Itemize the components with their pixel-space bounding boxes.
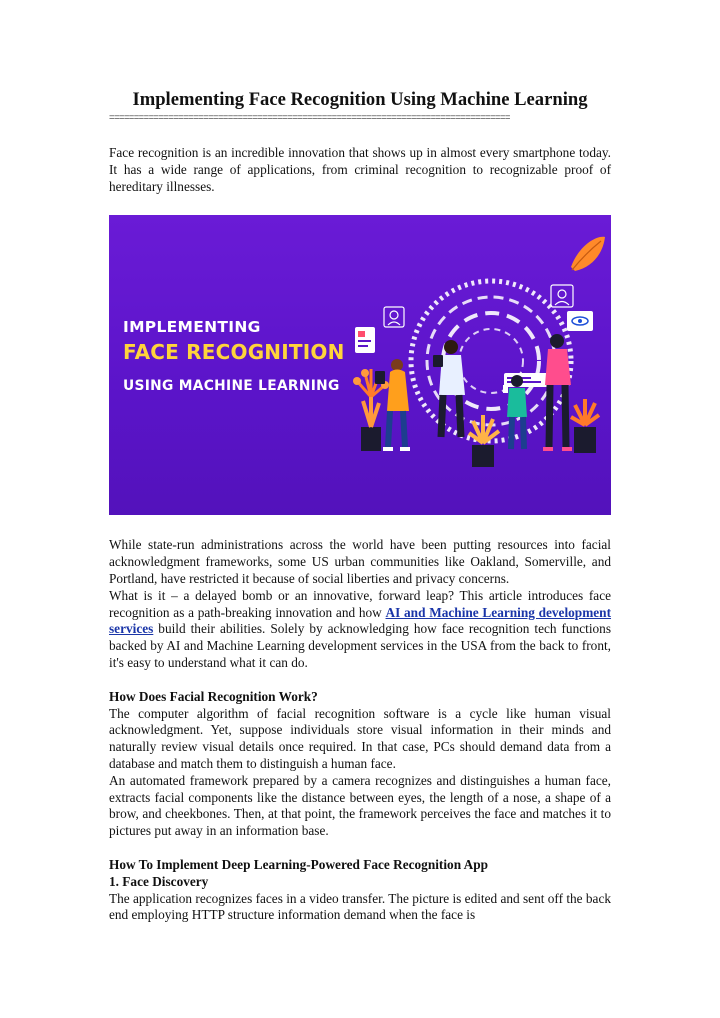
plant-pot-right — [571, 399, 599, 453]
paragraph-text-before-link: What is it – a delayed bomb or an innovative, forward leap? This article introduces face recognition as a path-breaking innovation and how — [109, 587, 611, 620]
face-scan-icon-right — [551, 285, 573, 307]
subheading-face-discovery: 1. Face Discovery — [109, 873, 209, 889]
paragraph-delayed-bomb — [109, 588, 611, 672]
banner-illustration — [109, 215, 611, 515]
person-standing-right — [543, 334, 572, 451]
id-card-icon-left — [355, 327, 375, 353]
title-underline: ================================================================================= — [109, 113, 510, 123]
paragraph-application-recognizes: The application recognizes faces in a video transfer. The picture is edited and sent off the back end employing HTTP structure information demand when the face is — [109, 890, 612, 923]
paragraph-state-administrations: While state-run administrations across the world have been putting resources into facial acknowledgment frameworks, some US urban communities like Oakland, Somerville, and Portland, have restricted it because of social liberties and privacy concerns. — [109, 537, 611, 586]
banner-line-using-ml: USING MACHINE LEARNING — [123, 378, 340, 395]
intro-paragraph: Face recognition is an incredible innovation that shows up in almost every smartphone today. It has a wide range of applications, from criminal recognition to recognizable proof of hereditary illnesses. — [109, 145, 611, 194]
section-heading-how-it-works: How Does Facial Recognition Work? — [109, 688, 318, 704]
face-scan-icon-left — [384, 307, 404, 327]
document-content — [109, 88, 611, 924]
section-heading-implement-app: How To Implement Deep Learning-Powered Face Recognition App — [109, 856, 489, 872]
hero-banner-image — [109, 215, 611, 515]
data-card-icon-right — [504, 373, 548, 387]
ai-ml-services-link[interactable]: AI and Machine Learning development services — [109, 604, 612, 637]
leaf-icon — [571, 237, 605, 271]
banner-line-face-recognition: FACE RECOGNITION — [123, 340, 345, 365]
paragraph-computer-algorithm: The computer algorithm of facial recognition software is a cycle like human visual acknowledgment. Yet, suppose individuals store visual information in their minds and naturally review visual details once required. In that case, PCs should demand data from a database and match them to distinguish a human face. — [109, 705, 611, 771]
paragraph-text-after-link: build their abilities. Solely by acknowledging how face recognition tech functions backed by AI and Machine Learning development services in the USA from the back to front, it's easy to understand what it can do. — [109, 621, 611, 670]
banner-line-implementing: IMPLEMENTING — [123, 318, 261, 337]
page-title: Implementing Face Recognition Using Machine Learning — [132, 89, 588, 110]
paragraph-automated-framework: An automated framework prepared by a camera recognizes and distinguishes a human face, extracts facial components like the distance between eyes, the length of a nose, a shape of a brow, and cheekbones. Then, at that point, the framework perceives the face and matches it to pictures put away in an information base. — [109, 772, 611, 839]
eye-card-icon-right — [567, 311, 593, 331]
